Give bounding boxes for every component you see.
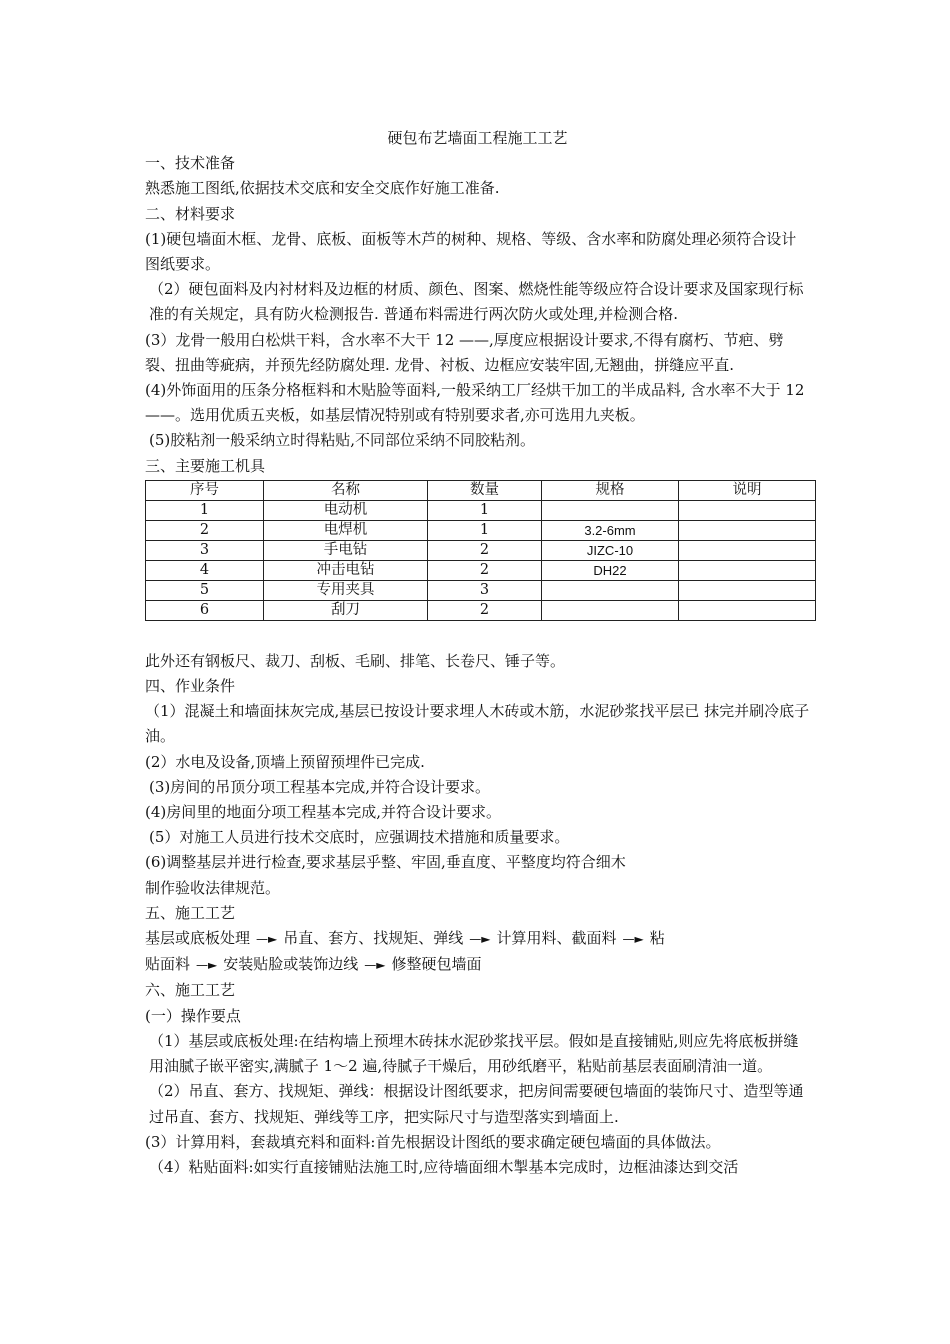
table-row: [146, 600, 816, 620]
table-cell: [679, 600, 816, 620]
column-header: 说明: [679, 480, 816, 500]
material-item-4: (4)外饰面用的压条分格框料和木贴脸等面料,一般采纳工厂经烘干加工的半成品料, 含水率不大于 12 ——。选用优质五夹板，如基层情况特别或有特别要求者,亦可选用九夹板。: [145, 381, 805, 425]
arrow-right-icon: —►: [622, 932, 644, 947]
condition-item-5: (5）对施工人员进行技术交底时，应强调技术措施和质量要求。: [149, 828, 570, 847]
table-cell: 2: [428, 600, 542, 620]
section-heading-6: 六、施工工艺: [145, 981, 236, 1000]
section-heading-5: 五、施工工艺: [145, 903, 236, 922]
table-cell: 1: [428, 520, 542, 540]
process-flow-line-1: [145, 926, 810, 952]
section-heading-4: 四、作业条件: [145, 677, 236, 696]
arrow-right-icon: —►: [256, 932, 278, 947]
flow-step: 计算用料、截面料: [496, 929, 617, 948]
column-header: 序号: [146, 480, 264, 500]
flow-step: 安装贴脸或装饰边线: [223, 955, 359, 974]
table-cell: 专用夹具: [264, 580, 428, 600]
table-cell: 2: [146, 520, 264, 540]
arrow-right-icon: —►: [469, 932, 491, 947]
material-item-2: （2）硬包面料及内衬材料及边框的材质、颜色、图案、燃烧性能等级应符合设计要求及国家现行标准的有关规定，具有防火检测报告. 普通布料需进行两次防火或处理,并检测合格.: [149, 280, 804, 324]
table-cell: 2: [428, 540, 542, 560]
document-title: 硬包布艺墙面工程施工工艺: [387, 129, 568, 147]
table-cell: DH22: [542, 560, 679, 580]
material-item-3: (3）龙骨一般用白松烘干料，含水率不大干 12 ——,厚度应根据设计要求,不得有腐朽、节疤、劈裂、扭曲等疵病，并预先经防腐处理. 龙骨、衬板、边框应安装牢固,无翘曲，拼缝应平直.: [145, 330, 784, 374]
section-1-text: 熟悉施工图纸,依据技术交底和安全交底作好施工准备.: [145, 179, 500, 198]
flow-step: 粘: [649, 929, 665, 948]
table-cell: [679, 540, 816, 560]
document-body: [145, 126, 810, 1180]
condition-item-4: (4)房间里的地面分项工程基本完成,并符合设计要求。: [145, 803, 502, 822]
condition-item-6-continued: 制作验收法律规范。: [145, 878, 281, 897]
table-cell: [542, 500, 679, 520]
tools-additional-note: 此外还有钢板尺、裁刀、刮板、毛刷、排笔、长卷尺、锤子等。: [145, 651, 566, 670]
flow-step: 基层或底板处理: [145, 929, 251, 948]
operation-item-4: （4）粘贴面料:如实行直接铺贴法施工时,应待墙面细木掣基本完成时，边框油漆达到交活: [149, 1157, 739, 1176]
table-cell: 3: [146, 540, 264, 560]
subsection-heading: (一）操作要点: [145, 1006, 241, 1025]
table-cell: [679, 500, 816, 520]
operation-item-2: （2）吊直、套方、找规矩、弹线：根据设计图纸要求，把房间需要硬包墙面的装饰尺寸、造型等通过吊直、套方、找规矩、弹线等工序，把实际尺寸与造型落实到墙面上.: [149, 1082, 804, 1126]
table-cell: 1: [146, 500, 264, 520]
table-row: [146, 580, 816, 600]
condition-item-1: （1）混凝土和墙面抹灰完成,基层已按设计要求埋人木砖或木筋，水泥砂浆找平层已 抹完并刷冷底子油。: [145, 702, 810, 746]
section-heading-1: 一、技术准备: [145, 154, 236, 173]
table-cell: 电动机: [264, 500, 428, 520]
section-heading-2: 二、材料要求: [145, 204, 236, 223]
flow-step: 贴面料: [145, 955, 191, 974]
table-row: [146, 500, 816, 520]
table-row: [146, 520, 816, 540]
table-cell: [542, 580, 679, 600]
table-cell: 3: [428, 580, 542, 600]
flow-step: 修整硬包墙面: [391, 955, 482, 974]
table-row: [146, 560, 816, 580]
arrow-right-icon: —►: [364, 958, 386, 973]
operation-item-1: （1）基层或底板处理:在结构墙上预埋木砖抹水泥砂浆找平层。假如是直接铺贴,则应先将底板拼缝用油腻子嵌平密实,满腻子 1～2 遍,待腻子干燥后，用砂纸磨平，粘贴前基层表面刷清油一道。: [149, 1031, 799, 1076]
table-cell: 6: [146, 600, 264, 620]
tools-table: [145, 480, 816, 621]
material-item-1: (1)硬包墙面木框、龙骨、底板、面板等木芦的树种、规格、等级、含水率和防腐处理必须符合设计图纸要求。: [145, 229, 797, 274]
table-cell: 手电钻: [264, 540, 428, 560]
table-cell: 2: [428, 560, 542, 580]
table-cell: [679, 560, 816, 580]
column-header: 规格: [542, 480, 679, 500]
table-cell: [542, 600, 679, 620]
column-header: 数量: [428, 480, 542, 500]
column-header: 名称: [264, 480, 428, 500]
table-row: [146, 540, 816, 560]
table-cell: 冲击电钻: [264, 560, 428, 580]
table-cell: 3.2-6mm: [542, 520, 679, 540]
arrow-right-icon: —►: [196, 958, 218, 973]
table-cell: 刮刀: [264, 600, 428, 620]
flow-step: 吊直、套方、找规矩、弹线: [283, 929, 464, 948]
operation-item-3: (3）计算用料，套裁填充料和面料:首先根据设计图纸的要求确定硬包墙面的具体做法。: [145, 1132, 721, 1151]
condition-item-6: (6)调整基层并进行检查,要求基层乎整、牢固,垂直度、平整度均符合细木: [145, 853, 626, 872]
condition-item-3: (3)房间的吊顶分项工程基本完成,并符合设计要求。: [149, 777, 491, 796]
table-cell: JIZC-10: [542, 540, 679, 560]
table-cell: 5: [146, 580, 264, 600]
table-cell: 4: [146, 560, 264, 580]
section-heading-3: 三、主要施工机具: [145, 456, 266, 475]
table-cell: [679, 520, 816, 540]
condition-item-2: (2）水电及设备,顶墙上预留预埋件已完成.: [145, 752, 425, 771]
table-header-row: [146, 480, 816, 500]
table-cell: [679, 580, 816, 600]
material-item-5: (5)胶粘剂一般采纳立时得粘贴,不同部位采纳不同胶粘剂。: [149, 431, 536, 450]
table-cell: 1: [428, 500, 542, 520]
table-cell: 电焊机: [264, 520, 428, 540]
process-flow-line-2: [145, 952, 810, 978]
